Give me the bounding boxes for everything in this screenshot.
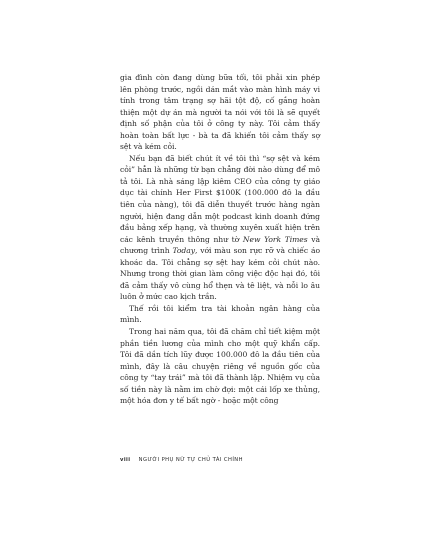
page-footer xyxy=(120,457,320,463)
page-number: viii xyxy=(120,457,131,463)
paragraph xyxy=(120,153,320,303)
text-segment: Nếu bạn đã biết chút ít về tôi thì “sợ sệt và kém cỏi” hẳn là những từ bạn chẳng đời nào dùng để mô tả tôi. Là nhà sáng lập kiêm CEO của công ty giáo dục tài chính Her First $100K (100.000 đô la đầu tiên của nàng), tôi đã diễn thuyết trước hàng ngàn người, hiện đang dẫn một podcast kinh doanh đứng đầu bảng xếp hạng, và thường xuyên xuất hiện trên các kênh truyền thông như tờ xyxy=(120,153,320,244)
text-segment: Trong hai năm qua, tôi đã chăm chỉ tiết kiệm một phần tiền lương của mình cho một quỹ khẩn cấp. Tôi đã dần tích lũy được 100.000 đô la đầu tiên của mình, đây là câu chuyện riêng về nguồn gốc của công ty “tay trái” mà tôi đã thành lập. Nhiệm vụ của số tiền này là nằm im chờ đợi: một cái lốp xe thủng, một hóa đơn y tế bất ngờ - hoặc một công xyxy=(120,327,320,406)
paragraph xyxy=(120,72,320,153)
text-segment: và chương trình xyxy=(120,234,320,256)
text-segment: , với màu son rực rỡ và chiếc áo khoác da. Tôi chẳng sợ sệt hay kém cỏi chút nào. Nhưng trong thời gian làm công việc độc hại đó, tôi đã cảm thấy vô cùng hổ thẹn và tê liệt, và nỗi lo âu luôn ở mức cao kịch trần. xyxy=(120,246,320,302)
italic-title: Today xyxy=(172,246,195,256)
italic-title: New York Times xyxy=(242,234,308,244)
running-title: NGƯỜI PHỤ NỮ TỰ CHỦ TÀI CHÍNH xyxy=(138,457,243,463)
paragraph xyxy=(120,303,320,326)
text-segment: Thế rồi tôi kiểm tra tài khoản ngân hàng của mình. xyxy=(120,303,320,325)
text-segment: gia đình còn đang dùng bữa tối, tôi phải xin phép lên phòng trước, ngồi dán mắt vào màn hình máy vi tính trong tâm trạng sợ hãi tột độ, cố gắng hoàn thiện một dự án mà người ta nói với tôi là sẽ quyết định số phận của tôi ở công ty này. Tôi cảm thấy hoàn toàn bất lực - bà ta đã khiến tôi cảm thấy sợ sệt và kém cỏi. xyxy=(120,73,320,152)
body-text xyxy=(120,72,320,407)
paragraph xyxy=(120,326,320,407)
